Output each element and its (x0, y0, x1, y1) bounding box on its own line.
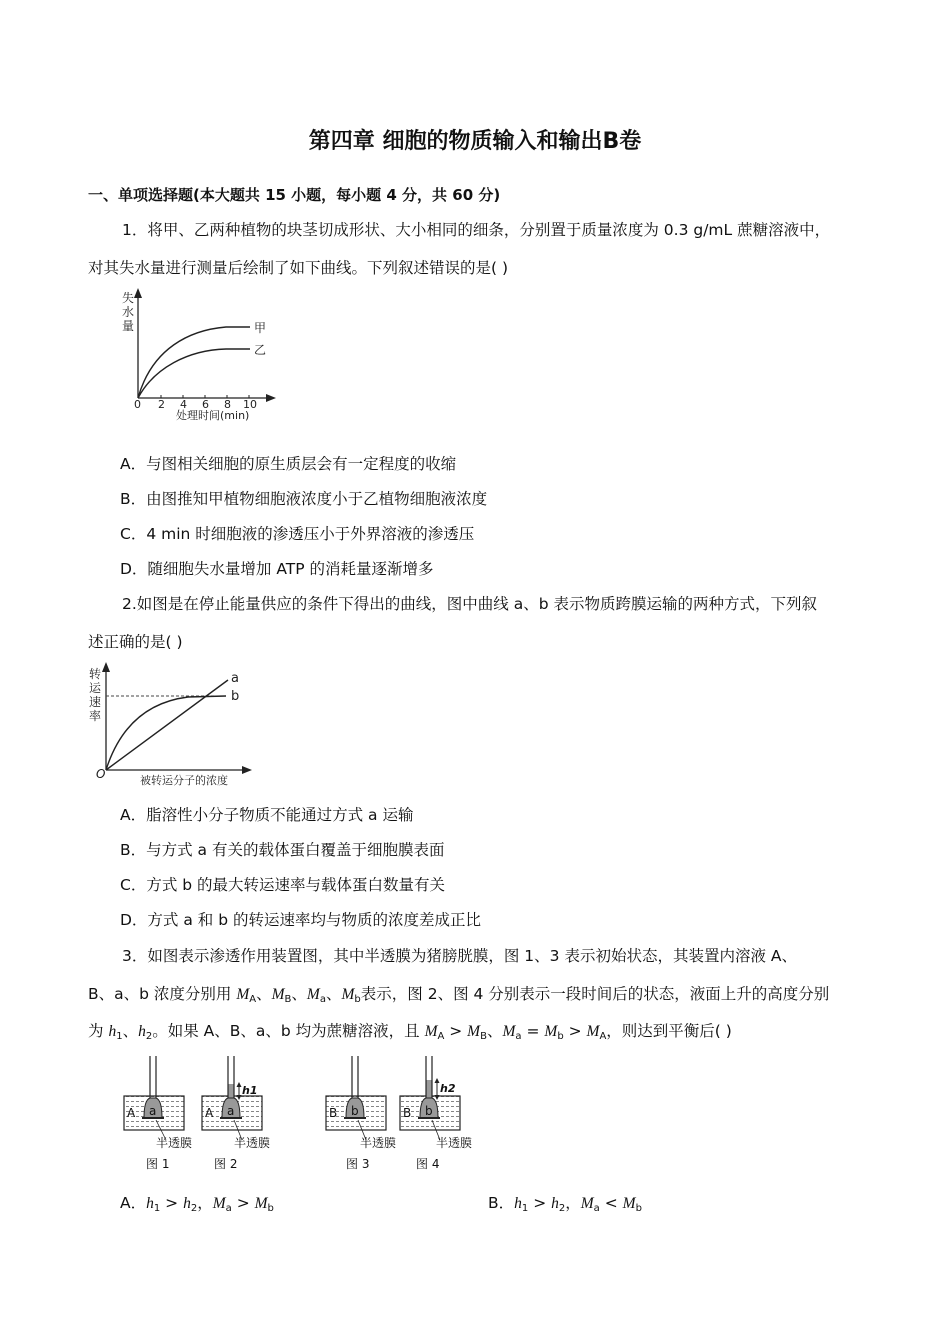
q2-ylabel-char: 转 (89, 667, 102, 681)
q2-line-a (106, 680, 228, 770)
q3-label-a: a (149, 1104, 157, 1118)
q2-ylabel-char: 运 (89, 681, 102, 695)
q2-option-c: C．方式 b 的最大转运速率与载体蛋白数量有关 (120, 876, 446, 894)
q3-apparatus-fig4 (400, 1056, 460, 1130)
q1-stem-line2: 对其失水量进行测量后绘制了如下曲线。下列叙述错误的是( ) (88, 259, 509, 277)
q3-apparatus-fig3 (326, 1056, 386, 1130)
q2-option-a: A．脂溶性小分子物质不能通过方式 a 运输 (120, 806, 414, 824)
q3-option-b-prefix: B． (488, 1194, 515, 1212)
q3-caption-fig4: 图 4 (416, 1157, 440, 1171)
q3-label-B: B (403, 1106, 412, 1120)
q2-ylabel-char: 率 (89, 709, 102, 723)
q1-curve-label-yi: 乙 (254, 343, 267, 357)
q1-option-a: A．与图相关细胞的原生质层会有一定程度的收缩 (120, 455, 457, 473)
q1-y-axis-arrow (134, 288, 142, 298)
q3-option-a-prefix: A． (120, 1194, 147, 1212)
q1-option-d: D．随细胞失水量增加 ATP 的消耗量逐渐增多 (120, 560, 434, 578)
q3-tube-liquid (228, 1084, 234, 1098)
q2-label-b: b (231, 689, 240, 704)
q2-label-a: a (231, 671, 239, 686)
q3-stem-line2-start: B、a、b 浓度分别用 (88, 985, 237, 1003)
q2-option-d: D．方式 a 和 b 的转运速率均与物质的浓度差成正比 (120, 911, 481, 929)
q3-stem-line2: B、a、b 浓度分别用 $M_A$、$M_B$、$M_a$、$M_b$表示，图 2、图 4 分别表示一段时间后的状态，液面上升的高度分别 (88, 985, 830, 1005)
q1-ylabel-char: 失 (122, 291, 135, 305)
q3-stem-line3-start: 为 (88, 1022, 109, 1040)
q2-curve-b (106, 696, 226, 770)
q1-tick-label: 6 (202, 398, 209, 411)
q2-origin: O (96, 767, 106, 781)
q3-caption-fig3: 图 3 (346, 1157, 370, 1171)
q2-option-b: B．与方式 a 有关的载体蛋白覆盖于细胞膜表面 (120, 841, 445, 859)
q1-curve-label-jia: 甲 (254, 321, 267, 335)
q3-membrane-label: 半透膜 (360, 1136, 397, 1150)
q2-stem-line1: 2.如图是在停止能量供应的条件下得出的曲线，图中曲线 a、b 表示物质跨膜运输的两种方式，下列叙 (122, 595, 817, 613)
q1-curve-jia (138, 327, 250, 398)
q3-stem-line3-mid: 。如果 A、B、a、b 均为蔗糖溶液，且 (152, 1022, 425, 1040)
q3-label-a: a (227, 1104, 235, 1118)
q3-label-h2: h2 (440, 1082, 456, 1095)
q1-x-axis-arrow (266, 394, 276, 402)
q3-arrow-head (435, 1078, 440, 1083)
q1-origin: 0 (134, 398, 141, 411)
q1-option-c: C．4 min 时细胞液的渗透压小于外界溶液的渗透压 (120, 525, 475, 543)
q3-apparatus-fig2 (202, 1056, 262, 1130)
q1-option-b: B．由图推知甲植物细胞液浓度小于乙植物细胞液浓度 (120, 490, 488, 508)
q2-xlabel: 被转运分子的浓度 (140, 774, 228, 787)
q3-option-b: B．$h_1 > h_2$，$M_a < M_b$ (488, 1194, 642, 1214)
q2-y-axis-arrow (102, 662, 110, 672)
q3-label-A: A (127, 1106, 136, 1120)
q3-stem-line2-end: 表示，图 2、图 4 分别表示一段时间后的状态，液面上升的高度分别 (360, 985, 830, 1003)
q3-stem-line3-end: ，则达到平衡后( ) (606, 1022, 732, 1040)
q2-transport-chart (88, 660, 258, 790)
q3-osmosis-figure (116, 1054, 496, 1178)
q2-ylabel (89, 666, 102, 723)
q1-tick-label: 10 (243, 398, 257, 411)
q1-tick-label: 2 (158, 398, 165, 411)
q3-label-B: B (329, 1106, 338, 1120)
q3-membrane-label: 半透膜 (234, 1136, 271, 1150)
q3-option-a: A．$h_1 > h_2$，$M_a > M_b$ (120, 1194, 274, 1214)
q3-tube-liquid (426, 1080, 432, 1098)
q3-membrane-label: 半透膜 (436, 1136, 473, 1150)
q3-stem-line1: 3．如图表示渗透作用装置图，其中半透膜为猪膀胱膜，图 1、3 表示初始状态，其装置内溶液 A、 (122, 947, 797, 965)
q1-ylabel-char: 水 (122, 305, 135, 319)
q2-x-axis-arrow (242, 766, 252, 774)
q2-stem-line2: 述正确的是( ) (88, 633, 183, 651)
q1-tick-label: 8 (224, 398, 231, 411)
q1-curve-yi (138, 349, 250, 398)
q3-label-A: A (205, 1106, 214, 1120)
q3-label-h1: h1 (242, 1084, 258, 1097)
q2-ylabel-char: 速 (89, 695, 102, 709)
q1-xlabel: 处理时间(min) (176, 409, 250, 422)
q3-label-b: b (425, 1104, 433, 1118)
q1-tick-label: 4 (180, 398, 187, 411)
q3-apparatus-fig1 (124, 1056, 184, 1130)
q1-stem-line1: 1．将甲、乙两种植物的块茎切成形状、大小相同的细条，分别置于质量浓度为 0.3 g/mL 蔗糖溶液中， (122, 221, 831, 239)
q1-water-loss-chart (108, 286, 288, 422)
q3-stem-line3: 为 $h_1$、$h_2$。如果 A、B、a、b 均为蔗糖溶液，且 $M_A > M_B$、$M_a = M_b > M_A$，则达到平衡后( ) (88, 1022, 732, 1042)
q3-caption-fig1: 图 1 (146, 1157, 170, 1171)
q3-membrane-label: 半透膜 (156, 1136, 193, 1150)
q1-ylabel (122, 290, 134, 333)
page-title: 第四章 细胞的物质输入和输出B卷 (308, 129, 642, 154)
q3-arrow-head (237, 1082, 242, 1087)
q1-ylabel-char: 量 (122, 319, 135, 333)
q3-caption-fig2: 图 2 (214, 1157, 238, 1171)
section-heading: 一、单项选择题(本大题共 15 小题，每小题 4 分，共 60 分) (88, 186, 501, 204)
q3-label-b: b (351, 1104, 359, 1118)
